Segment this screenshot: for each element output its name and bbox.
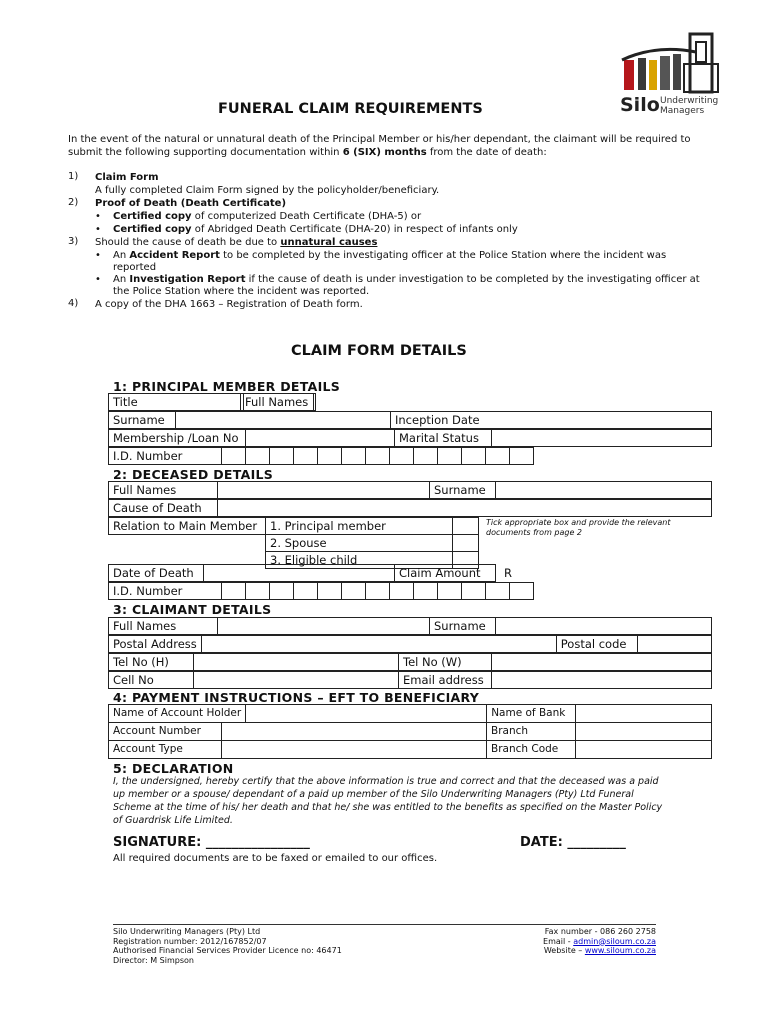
s2-date-row: Date of Death Claim Amount xyxy=(108,564,496,582)
req-2-title: Proof of Death (Death Certificate) xyxy=(95,198,287,209)
id-digit-box[interactable] xyxy=(438,583,462,600)
intro-paragraph: In the event of the natural or unnatural death of the Principal Member or his/her dependant, the claimant will be required to submit the following supporting documentation within 6 (SIX) months from the date of death: xyxy=(68,134,691,158)
id-digit-box[interactable] xyxy=(294,583,318,600)
s1-id-row: I.D. Number xyxy=(108,447,534,465)
id-digit-box[interactable] xyxy=(366,448,390,465)
s1-membership-row: Membership /Loan No Marital Status xyxy=(108,429,712,447)
signature-field[interactable]: SIGNATURE: ________________ xyxy=(113,835,310,850)
s4-holder-row: Name of Account Holder Name of Bank xyxy=(108,704,712,723)
deceased-surname-input[interactable] xyxy=(496,482,712,499)
marital-input[interactable] xyxy=(492,430,712,447)
date-of-death-input[interactable] xyxy=(204,565,395,582)
s4-accno-row: Account Number Branch xyxy=(108,722,712,741)
id-digit-box[interactable] xyxy=(390,583,414,600)
s3-cell-row: Cell No Email address xyxy=(108,671,712,689)
id-digit-box[interactable] xyxy=(222,583,246,600)
logo-tagline: Underwriting Managers xyxy=(660,96,719,116)
declaration-text: I, the undersigned, hereby certify that the above information is true and correct and that the deceased was a paid up member or a spouse/ dependant of a paid up member of the Silo Underwriting Managers (Pty) Ltd Funeral Scheme at the time of his/ her death and that he/ she was entitled to the benefits as specified on the Master Policy of Guardrisk Life Limited. xyxy=(113,776,663,826)
account-holder-input[interactable] xyxy=(246,705,487,723)
req-3-bullet-2: • An Investigation Report if the cause of death is under investigation to be completed by the investigating officer at xyxy=(95,274,700,285)
spouse-checkbox[interactable] xyxy=(453,535,479,552)
tick-note: Tick appropriate box and provide the relevant documents from page 2 xyxy=(486,518,671,537)
s3-fullnames-row: Full Names Surname xyxy=(108,617,712,635)
inception-input[interactable] xyxy=(489,412,712,429)
claim-form-title: CLAIM FORM DETAILS xyxy=(291,343,467,359)
id-digit-box[interactable] xyxy=(510,583,534,600)
cell-input[interactable] xyxy=(194,672,399,689)
tel-home-input[interactable] xyxy=(194,654,399,671)
page-title: FUNERAL CLAIM REQUIREMENTS xyxy=(218,101,483,117)
id-digit-box[interactable] xyxy=(414,583,438,600)
claimant-fullnames-input[interactable] xyxy=(218,618,430,635)
currency-symbol: R xyxy=(504,566,512,580)
principal-member-checkbox[interactable] xyxy=(453,518,479,535)
id-digit-box[interactable] xyxy=(390,448,414,465)
s4-acctype-row: Account Type Branch Code xyxy=(108,740,712,759)
id-digit-box[interactable] xyxy=(318,448,342,465)
id-digit-box[interactable] xyxy=(342,448,366,465)
id-digit-box[interactable] xyxy=(510,448,534,465)
cause-of-death-input[interactable] xyxy=(218,500,712,517)
req-4-text: A copy of the DHA 1663 – Registration of Death form. xyxy=(95,299,363,310)
silo-logo-graphic xyxy=(616,30,726,100)
id-digit-box[interactable] xyxy=(414,448,438,465)
id-digit-box[interactable] xyxy=(486,448,510,465)
website-link[interactable]: www.siloum.co.za xyxy=(584,946,656,955)
s3-postal-row: Postal Address Postal code xyxy=(108,635,712,653)
logo-brand: Silo xyxy=(620,94,660,116)
s1-surname-row: Surname Inception Date xyxy=(108,411,712,429)
section-3-heading: 3: CLAIMANT DETAILS xyxy=(113,602,272,617)
footer-divider xyxy=(113,924,656,925)
deceased-fullnames-input[interactable] xyxy=(218,482,430,499)
tel-work-input[interactable] xyxy=(492,654,712,671)
req-1-text: A fully completed Claim Form signed by the policyholder/beneficiary. xyxy=(95,185,440,196)
bank-name-input[interactable] xyxy=(576,705,712,723)
id-digit-box[interactable] xyxy=(342,583,366,600)
req-3-bullet-1: • An Accident Report to be completed by the investigating officer at the Police Station where the incident was xyxy=(95,250,667,261)
s1-title-row: Title xyxy=(108,393,316,411)
req-2-bullet-1: • Certified copy of computerized Death Certificate (DHA-5) or xyxy=(95,211,422,222)
account-number-input[interactable] xyxy=(222,723,487,741)
section-5-heading: 5: DECLARATION xyxy=(113,761,234,776)
claimant-surname-input[interactable] xyxy=(496,618,712,635)
date-field[interactable]: DATE: _________ xyxy=(520,835,626,850)
id-digit-box[interactable] xyxy=(462,583,486,600)
id-digit-box[interactable] xyxy=(270,583,294,600)
id-digit-box[interactable] xyxy=(294,448,318,465)
surname-input[interactable] xyxy=(176,412,391,429)
s2-cause-row: Cause of Death xyxy=(108,499,712,517)
footer-right: Fax number - 086 260 2758 Email - admin@siloum.co.za Website – www.siloum.co.za xyxy=(543,927,656,955)
id-digit-box[interactable] xyxy=(246,448,270,465)
email-input[interactable] xyxy=(492,672,712,689)
s2-fullnames-row: Full Names Surname xyxy=(108,481,712,499)
s1-fullnames-row: Full Names xyxy=(240,393,314,411)
id-digit-box[interactable] xyxy=(486,583,510,600)
account-type-input[interactable] xyxy=(222,741,487,759)
id-digit-box[interactable] xyxy=(270,448,294,465)
s2-relation-row: Relation to Main Member xyxy=(108,517,266,535)
id-digit-box[interactable] xyxy=(318,583,342,600)
id-digit-box[interactable] xyxy=(222,448,246,465)
branch-input[interactable] xyxy=(576,723,712,741)
branch-code-input[interactable] xyxy=(576,741,712,759)
id-digit-box[interactable] xyxy=(438,448,462,465)
email-link[interactable]: admin@siloum.co.za xyxy=(573,936,656,946)
fax-note: All required documents are to be faxed or emailed to our offices. xyxy=(113,853,438,864)
s3-tel-row: Tel No (H) Tel No (W) xyxy=(108,653,712,671)
id-digit-box[interactable] xyxy=(462,448,486,465)
section-2-heading: 2: DECEASED DETAILS xyxy=(113,467,274,482)
req-3-text: Should the cause of death be due to unnatural causes xyxy=(95,237,378,248)
postal-code-input[interactable] xyxy=(637,636,711,653)
id-digit-box[interactable] xyxy=(246,583,270,600)
postal-address-input[interactable] xyxy=(201,636,556,653)
req-2-bullet-2: • Certified copy of Abridged Death Certificate (DHA-20) in respect of infants only xyxy=(95,224,518,235)
id-digit-box[interactable] xyxy=(366,583,390,600)
footer-left: Silo Underwriting Managers (Pty) Ltd Registration number: 2012/167852/07 Authorised Financial Services Provider Licence no: 46471 Director: M Simpson xyxy=(113,927,342,965)
s2-relation-options: 1. Principal member 2. Spouse 3. Eligible child xyxy=(265,517,479,569)
section-4-heading: 4: PAYMENT INSTRUCTIONS – EFT TO BENEFICIARY xyxy=(113,690,480,705)
membership-input[interactable] xyxy=(246,430,395,447)
section-1-heading: 1: PRINCIPAL MEMBER DETAILS xyxy=(113,379,341,394)
s2-id-row: I.D. Number xyxy=(108,582,534,600)
silo-logo xyxy=(616,30,726,122)
req-1-title: Claim Form xyxy=(95,172,159,183)
